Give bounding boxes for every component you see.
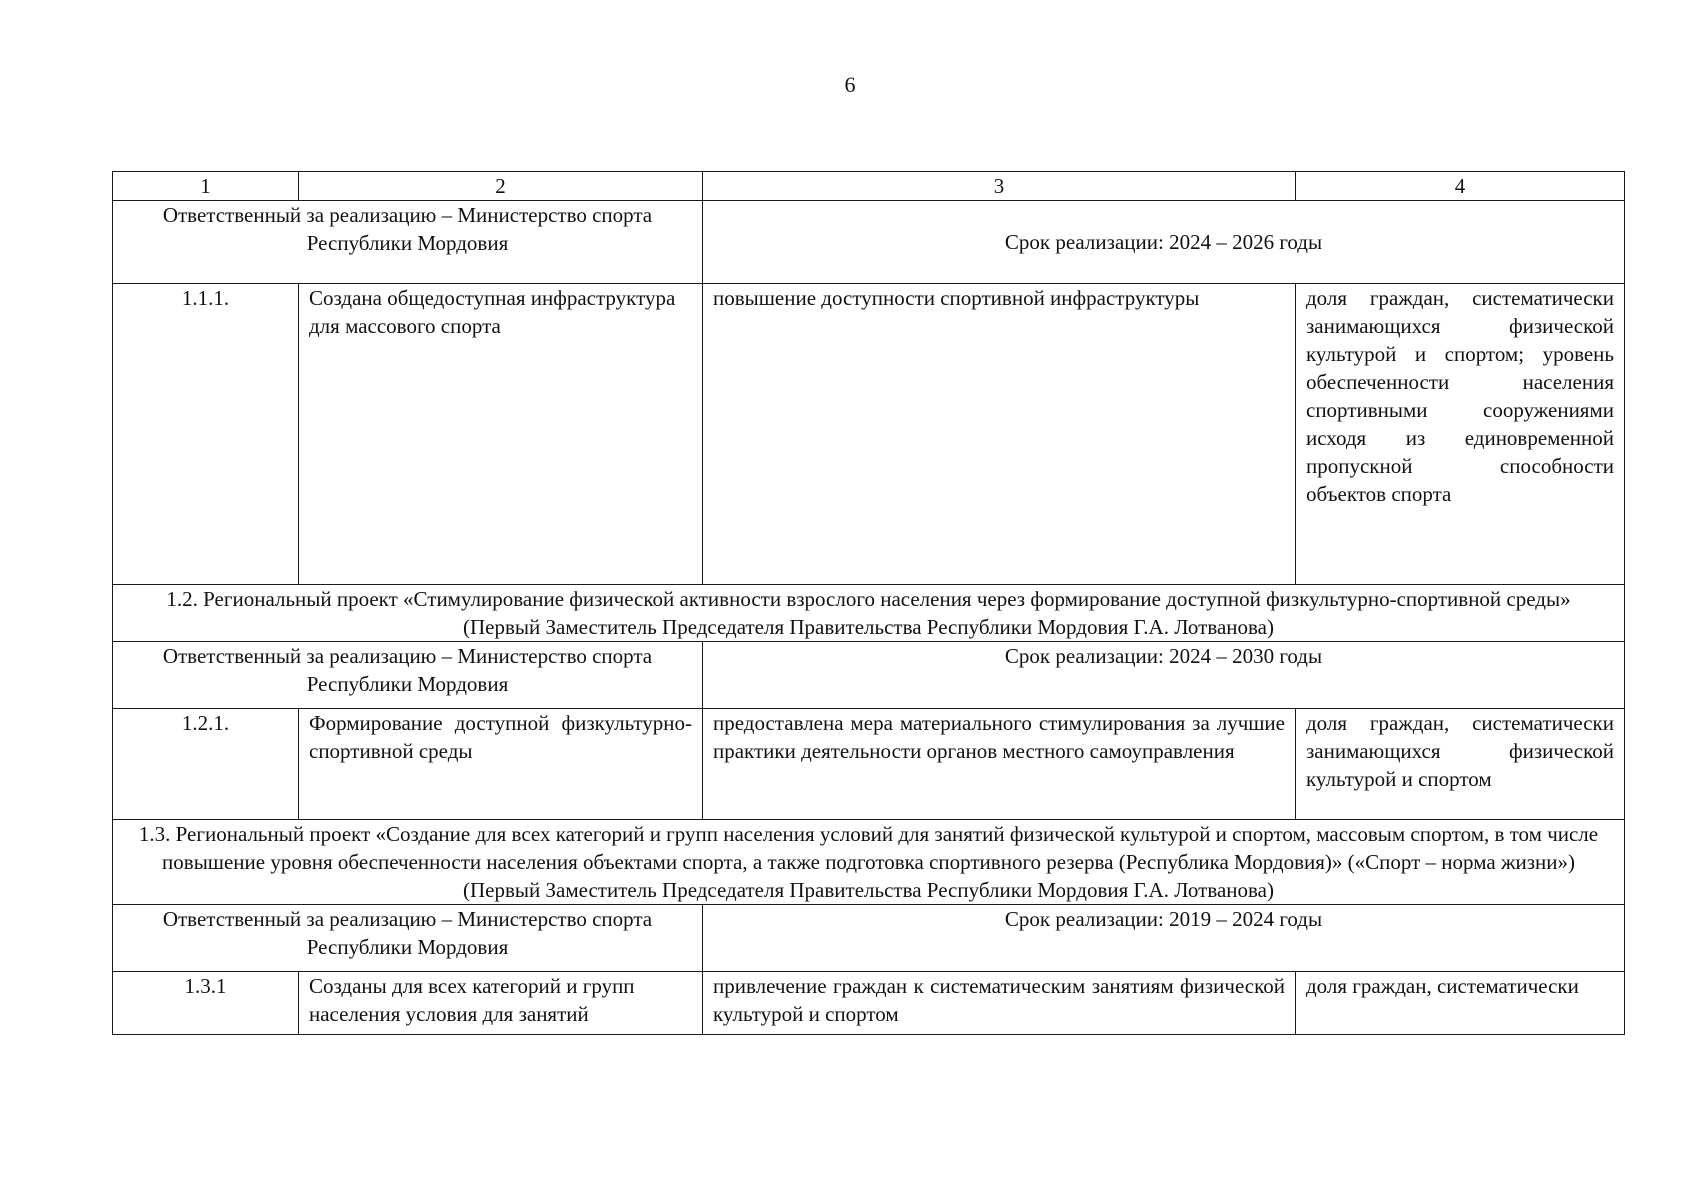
effect-cell: привлечение граждан к систематическим занятиям физической культурой и спортом bbox=[703, 972, 1296, 1035]
responsible-row bbox=[113, 642, 1625, 709]
deadline-cell: Срок реализации: 2024 – 2030 годы bbox=[703, 642, 1625, 709]
header-cell-2: 2 bbox=[299, 172, 703, 201]
task-cell: Созданы для всех категорий и групп населения условия для занятий bbox=[299, 972, 703, 1035]
table-row bbox=[113, 284, 1625, 585]
project-curator: (Первый Заместитель Председателя Правительства Республики Мордовия Г.А. Лотванова) bbox=[463, 615, 1274, 639]
project-title-row bbox=[113, 820, 1625, 905]
effect-cell: предоставлена мера материального стимулирования за лучшие практики деятельности органов местного самоуправления bbox=[703, 709, 1296, 820]
header-cell-3: 3 bbox=[703, 172, 1296, 201]
header-cell-4: 4 bbox=[1296, 172, 1625, 201]
project-title-cell bbox=[113, 585, 1625, 642]
task-cell: Создана общедоступная инфраструктура для массового спорта bbox=[299, 284, 703, 585]
deadline-cell: Срок реализации: 2019 – 2024 годы bbox=[703, 905, 1625, 972]
deadline-text: Срок реализации: 2024 – 2026 годы bbox=[1004, 230, 1323, 254]
indicator-cell: доля граждан, систематически занимающихся физической культурой и спортом; уровень обеспеченности населения спортивными сооружениями исходя из единовременной пропускной способности объектов спорта bbox=[1296, 284, 1625, 585]
indicator-cell: доля граждан, систематически bbox=[1296, 972, 1625, 1035]
responsible-cell: Ответственный за реализацию – Министерство спорта Республики Мордовия bbox=[113, 905, 703, 972]
table-row bbox=[113, 972, 1625, 1035]
deadline-cell bbox=[703, 201, 1625, 284]
row-number: 1.2.1. bbox=[113, 709, 299, 820]
responsible-cell: Ответственный за реализацию – Министерство спорта Республики Мордовия bbox=[113, 642, 703, 709]
task-cell: Формирование доступной физкультурно-спортивной среды bbox=[299, 709, 703, 820]
responsible-row bbox=[113, 905, 1625, 972]
page-number: 6 bbox=[844, 72, 856, 97]
project-title: 1.3. Региональный проект «Создание для всех категорий и групп населения условий для занятий физической культурой и спортом, массовым спортом, в том числе повышение уровня обеспеченности населения объектами спорта, а также подготовка спортивного резерва (Республика Мордовия)» («Спорт – норма жизни») bbox=[138, 822, 1599, 874]
indicator-cell: доля граждан, систематически занимающихся физической культурой и спортом bbox=[1296, 709, 1625, 820]
project-title: 1.2. Региональный проект «Стимулирование физической активности взрослого населения через формирование доступной физкультурно-спортивной среды» bbox=[166, 587, 1571, 611]
responsible-row bbox=[113, 201, 1625, 284]
table-row bbox=[113, 709, 1625, 820]
header-cell-1: 1 bbox=[113, 172, 299, 201]
responsible-cell: Ответственный за реализацию – Министерство спорта Республики Мордовия bbox=[113, 201, 703, 284]
row-number: 1.1.1. bbox=[113, 284, 299, 585]
header-row bbox=[113, 172, 1625, 201]
effect-cell: повышение доступности спортивной инфраструктуры bbox=[703, 284, 1296, 585]
program-table bbox=[112, 171, 1625, 1035]
row-number: 1.3.1 bbox=[113, 972, 299, 1035]
project-title-row bbox=[113, 585, 1625, 642]
project-curator: (Первый Заместитель Председателя Правительства Республики Мордовия Г.А. Лотванова) bbox=[463, 878, 1274, 902]
project-title-cell bbox=[113, 820, 1625, 905]
